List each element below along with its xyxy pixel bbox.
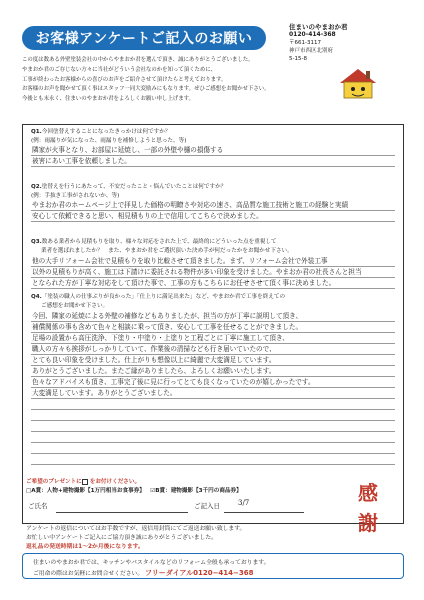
intro-line: 今後とも末永く、住まいのやまおか君をよろしくお願い申し上げます。 bbox=[22, 96, 194, 103]
q2-answer-line: やまおか君のホームページ上で拝見した価格の明瞭さや対応の速さ、高品質な施工技術と施工の経験と実績 bbox=[32, 201, 349, 209]
present-lead: ご希望のプレゼントに bbox=[26, 479, 82, 485]
intro-line: お客様のお声を聞かせて頂く事はスタッフ一同大変励みにもなります。ぜひご感想をお聞かせ下さい。 bbox=[22, 86, 270, 93]
present-option-a[interactable]: □A賞：人物+建物撮影【1万円相当お食事券】 bbox=[26, 488, 145, 494]
seal-char-2: 謝 bbox=[358, 511, 378, 535]
ruled-line bbox=[31, 454, 395, 465]
page-title: お客様アンケートご記入のお願い bbox=[35, 31, 253, 47]
survey-box bbox=[22, 124, 404, 524]
ruled-line bbox=[31, 311, 395, 322]
footer-line-2: お忙しい中アンケートご記入にご協力頂き誠にありがとうございました。 bbox=[26, 535, 217, 541]
q4-answer-line: 職人の方々も挨拶がしっかりしていて、作業後の清掃なども行き届いていたので、 bbox=[32, 345, 276, 353]
ruled-line bbox=[31, 388, 395, 399]
present-section bbox=[26, 478, 242, 496]
q4-answer-line: とても良い印象を受けました。仕上がりも想像以上に綺麗で大変満足しています。 bbox=[32, 356, 276, 364]
free-dial-number[interactable]: フリーダイアル0120−414−368 bbox=[145, 569, 254, 577]
checkbox-icon bbox=[82, 479, 88, 485]
q4-text-2: ご感想をお聞かせ下さい。 bbox=[41, 302, 109, 309]
mascot-house-logo bbox=[336, 65, 380, 101]
question-2 bbox=[31, 183, 395, 200]
q4-label: Q4. bbox=[31, 294, 42, 300]
company-address-2: 5-15-8 bbox=[289, 56, 307, 62]
title-banner bbox=[22, 26, 266, 50]
ruled-line bbox=[31, 377, 395, 388]
q1-sub: (例：雨漏りが気になった、雨漏りを補修しようと思った、等) bbox=[31, 137, 187, 144]
q4-text: 「塗装の職人の仕事ぶりが良かった」「仕上りに満足出来た」など、やまおか君で工事を終えての bbox=[41, 294, 286, 300]
ruled-line bbox=[31, 432, 395, 443]
intro-text bbox=[22, 56, 332, 105]
q3-label: Q3. bbox=[31, 239, 42, 245]
bottom-info-bar bbox=[22, 553, 404, 579]
company-address-1: 神戸市西区北別府 bbox=[289, 48, 334, 54]
seal-char-1: 感 bbox=[358, 481, 378, 505]
signature-row bbox=[28, 499, 328, 514]
q3-text: 数ある業者から見積もりを取り、様々な対応をされた上で、最終的にどういった点を重視して bbox=[41, 239, 277, 245]
q3-answer-line: 以外の見積もりが高く、施工は下請けに委託される物件が多い印象を受けました。やまおか君の社長さんと担当 bbox=[32, 268, 362, 276]
ruled-line bbox=[31, 200, 395, 211]
company-postal: 〒661-3117 bbox=[289, 40, 321, 46]
date-label: ご記入日 bbox=[194, 502, 220, 510]
q4-answer-line: 色々なアドバイスも頂き、工事完了後に見に行ってとても良くなっていたのが嬉しかったです。 bbox=[32, 378, 315, 386]
ruled-line bbox=[31, 421, 395, 432]
date-value: 3/7 bbox=[238, 499, 250, 507]
q2-label: Q2. bbox=[31, 184, 42, 190]
intro-line: 工事が終わったお客様からの喜びのお声をご紹介させて頂けたらと考えております。 bbox=[22, 76, 227, 83]
company-name: 住まいのやまおか君 bbox=[289, 23, 348, 31]
date-field[interactable] bbox=[224, 512, 304, 513]
present-option-b[interactable]: ☑B賞：建物撮影【3千円の商品券】 bbox=[150, 488, 242, 494]
bottom-line-1: 住まいのやまおか君では、キッチンやバスタイルなどのリフォーム全般も承っております。 bbox=[33, 560, 270, 566]
ruled-line bbox=[31, 344, 395, 355]
ruled-line bbox=[31, 355, 395, 366]
footer-line-3: 返礼品の発送時期は1〜2か月後になります。 bbox=[26, 544, 144, 550]
ruled-line bbox=[31, 278, 395, 289]
q4-answer-line: 大変満足しています。ありがとうございました。 bbox=[32, 389, 177, 397]
ruled-line bbox=[31, 156, 395, 167]
q4-answer-line: 今回、隣家の延焼による外壁の補修などもありましたが、担当の方が丁寧に説明して頂き、 bbox=[32, 312, 303, 320]
question-3 bbox=[31, 238, 395, 255]
ruled-line bbox=[31, 267, 395, 278]
q2-answer-line: 安心して依頼できると思い、相見積もりの上で信用してこちらで決めました。 bbox=[32, 212, 263, 220]
q1-text: 今回塗替えすることになったきっかけは何ですか？ bbox=[41, 129, 171, 135]
footer-note bbox=[26, 525, 326, 552]
q2-text: 塗替えを行うにあたって、不安だったこと・悩んでいたことは何ですか？ bbox=[41, 184, 227, 190]
footer-line-1: アンケートの返信についてはお手数ですが、返信用封筒にてご返送お願い致します。 bbox=[26, 526, 246, 532]
ruled-line bbox=[31, 443, 395, 454]
intro-line: やまおか君のご存じない方々に当社がどういう会社なのかを知って頂くために、 bbox=[22, 66, 217, 73]
ruled-line bbox=[31, 399, 395, 410]
name-field[interactable] bbox=[56, 512, 188, 513]
intro-line: この度は数ある外壁塗装会社の中からやまおか君を選んで頂き、誠にありがとうございました。 bbox=[22, 57, 254, 63]
present-lead-2: をお付けください。 bbox=[89, 479, 141, 485]
bottom-line-2-text: ご用命の際はお気軽にお問合せください。 bbox=[33, 571, 144, 577]
q3-text-2: 業者を選ばれましたか？ また、やまおか君をご選択頂いた決め手が何だったかをお聞かせ下さい。 bbox=[41, 247, 293, 254]
q2-sub: (例：手抜き工事がされないか、等) bbox=[31, 192, 120, 199]
q1-label: Q1. bbox=[31, 129, 42, 135]
q1-answer-line: 隣家が火事となり、お部屋に延焼し、一部の外壁や樋の損傷する bbox=[32, 146, 224, 154]
company-tel: 0120-414-368 bbox=[289, 31, 336, 38]
q1-answer-line: 被害にあい工事を依頼しました。 bbox=[32, 157, 131, 165]
ruled-line bbox=[31, 211, 395, 222]
q4-answer-line: ありがとうございました。またご縁がありましたら、よろしくお願いいたします。 bbox=[32, 367, 276, 375]
thanks-seal bbox=[348, 478, 388, 538]
ruled-line bbox=[31, 256, 395, 267]
ruled-line bbox=[31, 366, 395, 377]
question-4 bbox=[31, 293, 395, 310]
q3-answer-line: となられた方が丁寧な対応をして頂けた事で、工事の方もこちらにお任せさせて頂く事に決めました。 bbox=[32, 279, 336, 287]
bottom-line-2 bbox=[33, 568, 254, 578]
ruled-line bbox=[31, 322, 395, 333]
q4-answer-line: 補償関係の事も含めて色々と相談に乗って頂き、安心して工事を任せることができました。 bbox=[32, 323, 303, 331]
ruled-line bbox=[31, 333, 395, 344]
name-label: ご氏名 bbox=[28, 502, 48, 510]
q3-answer-line: 他の大手リフォーム会社で見積もりを取り比較させて頂きました。まず、リフォーム会社で外装工事 bbox=[32, 257, 328, 265]
ruled-line bbox=[31, 145, 395, 156]
question-1 bbox=[31, 128, 395, 145]
q4-answer-line: 足場の設置から高圧洗浄、下塗り・中塗り・上塗りと工程ごとに丁寧に施工して頂き、 bbox=[32, 334, 289, 342]
ruled-line bbox=[31, 410, 395, 421]
